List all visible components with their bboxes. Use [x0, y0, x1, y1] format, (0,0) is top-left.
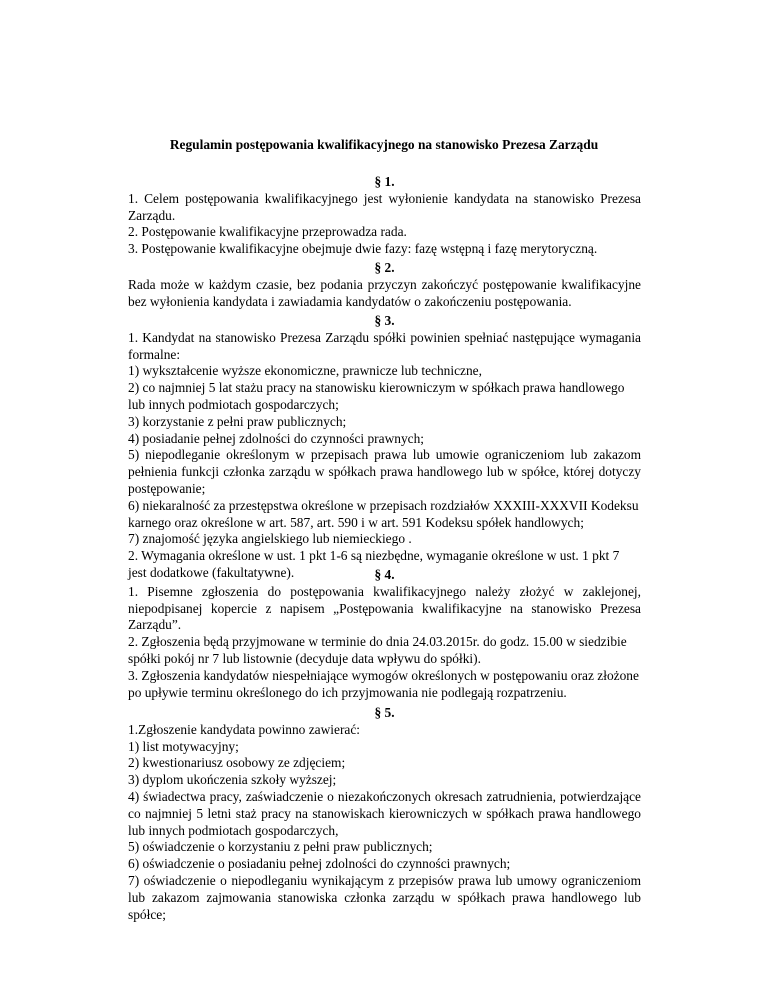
section-heading: § 3. — [374, 313, 395, 328]
paragraph: 1. Celem postępowania kwalifikacyjnego jest wyłonienie kandydata na stanowisko Prezesa Zarządu. — [128, 190, 641, 223]
section-4 — [128, 567, 641, 701]
list-item: 5) niepodleganie określonym w przepisach prawa lub umowie ograniczeniom lub zakazom pełnienia funkcji członka zarządu w spółkach prawa handlowego lub w spółce, której dotyczy postępowanie; — [128, 447, 641, 496]
section-2 — [128, 260, 641, 310]
section-heading: § 5. — [374, 705, 395, 720]
section-heading: § 4. — [374, 567, 395, 582]
section-1 — [128, 174, 641, 258]
paragraph: 1.Zgłoszenie kandydata powinno zawierać: — [128, 721, 361, 737]
paragraph: 3. Zgłoszenia kandydatów niespełniające wymogów określonych w postępowaniu oraz złożone po upływie terminu określonego do ich przyjmowania nie podlegają rozpatrzeniu. — [128, 667, 639, 700]
list-item: 2) co najmniej 5 lat stażu pracy na stanowisku kierowniczym w spółkach prawa handlowego lub innych podmiotach gospodarczych; — [128, 380, 625, 412]
paragraph: 3. Postępowanie kwalifikacyjne obejmuje dwie fazy: fazę wstępną i fazę merytoryczną. — [128, 241, 598, 257]
list-item: 2) kwestionariusz osobowy ze zdjęciem; — [128, 755, 346, 771]
list-item: 4) posiadanie pełnej zdolności do czynności prawnych; — [128, 430, 424, 446]
paragraph: 1. Kandydat na stanowisko Prezesa Zarządu spółki powinien spełniać następujące wymagania formalne: — [128, 329, 641, 362]
list-item: 7) znajomość języka angielskiego lub niemieckiego . — [128, 531, 412, 547]
section-heading: § 2. — [374, 260, 395, 275]
paragraph: 1. Pisemne zgłoszenia do postępowania kwalifikacyjnego należy złożyć w zaklejonej, niepodpisanej kopercie z napisem „Postępowania kwalifikacyjne na stanowisko Prezesa Zarządu”. — [128, 583, 641, 633]
list-item: 3) dyplom ukończenia szkoły wyższej; — [128, 772, 337, 788]
section-3 — [128, 313, 641, 582]
section-heading: § 1. — [374, 174, 395, 189]
paragraph: 2. Wymagania określone w ust. 1 pkt 1-6 są niezbędne, wymaganie określone w ust. 1 pkt 7 jest dodatkowe (fakultatywne). — [128, 548, 620, 580]
list-item: 7) oświadczenie o niepodleganiu wynikającym z przepisów prawa lub umowy ograniczeniom lub zakazom zajmowania stanowiska członka zarządu w spółkach prawa handlowego lub spółce; — [128, 872, 641, 922]
list-item: 3) korzystanie z pełni praw publicznych; — [128, 413, 347, 429]
list-item: 1) wykształcenie wyższe ekonomiczne, prawnicze lub techniczne, — [128, 363, 482, 379]
paragraph: 2. Zgłoszenia będą przyjmowane w terminie do dnia 24.03.2015r. do godz. 15.00 w siedzibie spółki pokój nr 7 lub listownie (decyduje data wpływu do spółki). — [128, 634, 627, 666]
paragraph: Rada może w każdym czasie, bez podania przyczyn zakończyć postępowanie kwalifikacyjne bez wyłonienia kandydata i zawiadamia kandydatów o zakończeniu postępowania. — [128, 276, 641, 309]
list-item: 6) niekaralność za przestępstwa określone w przepisach rozdziałów XXXIII-XXXVII Kodeksu karnego oraz określone w art. 587, art. 590 i w art. 591 Kodeksu spółek handlowych; — [128, 497, 639, 530]
list-item: 1) list motywacyjny; — [128, 738, 239, 754]
paragraph: 2. Postępowanie kwalifikacyjne przeprowadza rada. — [128, 224, 407, 240]
section-5 — [128, 705, 641, 923]
list-item: 5) oświadczenie o korzystaniu z pełni praw publicznych; — [128, 839, 433, 855]
list-item: 4) świadectwa pracy, zaświadczenie o niezakończonych okresach zatrudnienia, potwierdzające co najmniej 5 letni staż pracy na stanowiskach kierowniczych w spółkach prawa handlowego lub innych podmiotach gospodarczych, — [128, 788, 641, 838]
document-title: Regulamin postępowania kwalifikacyjnego na stanowisko Prezesa Zarządu — [169, 137, 599, 152]
list-item: 6) oświadczenie o posiadaniu pełnej zdolności do czynności prawnych; — [128, 856, 511, 872]
